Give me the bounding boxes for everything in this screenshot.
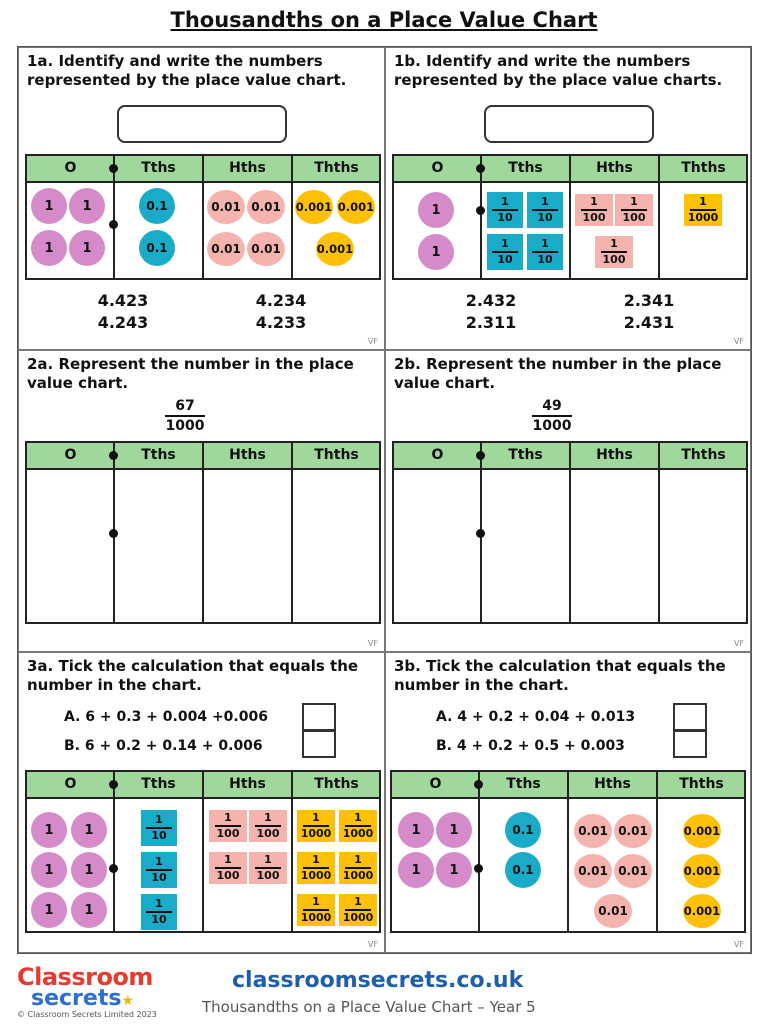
vf-label: VF xyxy=(733,337,744,346)
header-hundredths: Hths xyxy=(594,776,631,792)
hundredth-card: 1 100 xyxy=(209,852,247,884)
option-number[interactable]: 4.243 xyxy=(97,313,149,332)
header-ones: O xyxy=(64,160,77,176)
fraction-2a: 67 1000 xyxy=(165,398,205,434)
copyright: © Classroom Secrets Limited 2023 xyxy=(17,1010,157,1019)
calculation-b: B. 4 + 0.2 + 0.5 + 0.003 xyxy=(436,738,625,754)
counter-thousandth: 0.001 xyxy=(683,894,721,928)
counter-one: 1 xyxy=(31,188,67,224)
counter-thousandth: 0.001 xyxy=(683,854,721,888)
tenth-card: 1 10 xyxy=(487,192,523,228)
header-ones: O xyxy=(429,776,442,792)
option-number[interactable]: 2.311 xyxy=(465,313,517,332)
vf-label: VF xyxy=(733,639,744,648)
thousandth-card: 1 1000 xyxy=(339,894,377,926)
header-ones: O xyxy=(64,447,77,463)
place-value-chart-3a xyxy=(25,770,381,933)
page-title: Thousandths on a Place Value Chart xyxy=(170,8,598,32)
option-number[interactable]: 4.233 xyxy=(255,313,307,332)
tenth-card: 1 10 xyxy=(141,852,177,888)
decimal-point xyxy=(109,164,118,173)
header-ones: O xyxy=(431,447,444,463)
header-thousandths: Thths xyxy=(681,160,726,176)
tenth-card: 1 10 xyxy=(141,894,177,930)
counter-thousandth: 0.001 xyxy=(337,190,375,224)
counter-hundredth: 0.01 xyxy=(574,814,612,848)
counter-hundredth: 0.01 xyxy=(207,232,245,266)
thousandth-card: 1 1000 xyxy=(297,894,335,926)
thousandth-card: 1 1000 xyxy=(297,810,335,842)
question-3b-text: 3b. Tick the calculation that equals the number in the chart. xyxy=(394,657,726,694)
header-tenths: Tths xyxy=(506,776,541,792)
counter-hundredth: 0.01 xyxy=(247,232,285,266)
option-number[interactable]: 2.432 xyxy=(465,291,517,310)
logo-text-secrets: secrets★ xyxy=(31,986,135,1011)
counter-tenth: 0.1 xyxy=(139,188,175,224)
header-thousandths: Thths xyxy=(314,160,359,176)
tenth-card: 1 10 xyxy=(527,234,563,270)
header-thousandths: Thths xyxy=(314,776,359,792)
tick-box-a[interactable] xyxy=(673,703,707,731)
logo-text-classroom: Classroom xyxy=(17,963,153,991)
tick-box-a[interactable] xyxy=(302,703,336,731)
question-2b xyxy=(385,350,751,652)
header-ones: O xyxy=(431,160,444,176)
counter-one: 1 xyxy=(71,812,107,848)
counter-thousandth: 0.001 xyxy=(683,814,721,848)
thousandth-card: 1 1000 xyxy=(684,194,722,226)
vf-label: VF xyxy=(367,337,378,346)
counter-one: 1 xyxy=(398,852,434,888)
place-value-chart-3b xyxy=(390,770,746,933)
question-3b xyxy=(385,652,751,953)
counter-one: 1 xyxy=(436,812,472,848)
decimal-point xyxy=(109,451,118,460)
website-link[interactable]: classroomsecrets.co.uk xyxy=(232,968,524,993)
counter-thousandth: 0.001 xyxy=(316,232,354,266)
thousandth-card: 1 1000 xyxy=(339,852,377,884)
fraction-2b: 49 1000 xyxy=(532,398,572,434)
counter-one: 1 xyxy=(71,852,107,888)
decimal-point xyxy=(109,864,118,873)
vf-label: VF xyxy=(367,639,378,648)
header-hundredths: Hths xyxy=(596,447,633,463)
decimal-point xyxy=(476,206,485,215)
classroom-secrets-logo[interactable] xyxy=(17,965,153,1011)
header-tenths: Tths xyxy=(508,447,543,463)
tick-box-b[interactable] xyxy=(673,730,707,758)
counter-tenth: 0.1 xyxy=(505,852,541,888)
header-tenths: Tths xyxy=(508,160,543,176)
header-ones: O xyxy=(64,776,77,792)
header-thousandths: Thths xyxy=(681,447,726,463)
counter-one: 1 xyxy=(31,230,67,266)
answer-box-1b[interactable] xyxy=(484,105,654,143)
hundredth-card: 1 100 xyxy=(249,810,287,842)
hundredth-card: 1 100 xyxy=(595,236,633,268)
thousandth-card: 1 1000 xyxy=(297,852,335,884)
question-1b xyxy=(385,47,751,350)
question-3a xyxy=(18,652,385,953)
header-thousandths: Thths xyxy=(314,447,359,463)
question-1b-text: 1b. Identify and write the numbers represented by the place value charts. xyxy=(394,52,723,89)
header-tenths: Tths xyxy=(141,447,176,463)
question-1a-text: 1a. Identify and write the numbers represented by the place value chart. xyxy=(27,52,347,89)
place-value-chart-2a[interactable] xyxy=(25,441,381,624)
worksheet-grid xyxy=(17,46,752,954)
counter-hundredth: 0.01 xyxy=(614,854,652,888)
place-value-chart-1b xyxy=(392,154,748,280)
tick-box-b[interactable] xyxy=(302,730,336,758)
option-number[interactable]: 2.341 xyxy=(623,291,675,310)
hundredth-card: 1 100 xyxy=(209,810,247,842)
decimal-point xyxy=(476,451,485,460)
decimal-point xyxy=(476,164,485,173)
decimal-point xyxy=(476,529,485,538)
hundredth-card: 1 100 xyxy=(615,194,653,226)
decimal-point xyxy=(474,780,483,789)
decimal-point xyxy=(474,864,483,873)
counter-hundredth: 0.01 xyxy=(207,190,245,224)
counter-hundredth: 0.01 xyxy=(614,814,652,848)
counter-thousandth: 0.001 xyxy=(295,190,333,224)
tenth-card: 1 10 xyxy=(141,810,177,846)
question-2a-text: 2a. Represent the number in the place value chart. xyxy=(27,355,354,392)
question-1a xyxy=(18,47,385,350)
calculation-b: B. 6 + 0.2 + 0.14 + 0.006 xyxy=(64,738,263,754)
calculation-a: A. 4 + 0.2 + 0.04 + 0.013 xyxy=(436,709,636,725)
counter-hundredth: 0.01 xyxy=(594,894,632,928)
hundredth-card: 1 100 xyxy=(575,194,613,226)
thousandth-card: 1 1000 xyxy=(339,810,377,842)
header-hundredths: Hths xyxy=(229,160,266,176)
counter-one: 1 xyxy=(71,892,107,928)
header-thousandths: Thths xyxy=(679,776,724,792)
hundredth-card: 1 100 xyxy=(249,852,287,884)
option-number[interactable]: 2.431 xyxy=(623,313,675,332)
counter-one: 1 xyxy=(398,812,434,848)
counter-hundredth: 0.01 xyxy=(574,854,612,888)
header-hundredths: Hths xyxy=(596,160,633,176)
option-number[interactable]: 4.423 xyxy=(97,291,149,310)
question-3a-text: 3a. Tick the calculation that equals the number in the chart. xyxy=(27,657,359,694)
question-2a xyxy=(18,350,385,652)
header-tenths: Tths xyxy=(141,160,176,176)
counter-one: 1 xyxy=(69,230,105,266)
answer-box-1a[interactable] xyxy=(117,105,287,143)
tenth-card: 1 10 xyxy=(527,192,563,228)
header-tenths: Tths xyxy=(141,776,176,792)
decimal-point xyxy=(109,220,118,229)
header-hundredths: Hths xyxy=(229,447,266,463)
counter-one: 1 xyxy=(31,892,67,928)
sheet-title: Thousandths on a Place Value Chart – Year 5 xyxy=(202,998,536,1016)
vf-label: VF xyxy=(733,940,744,949)
counter-tenth: 0.1 xyxy=(139,230,175,266)
decimal-point xyxy=(109,529,118,538)
header-hundredths: Hths xyxy=(229,776,266,792)
counter-one: 1 xyxy=(31,852,67,888)
counter-one: 1 xyxy=(418,234,454,270)
place-value-chart-2b[interactable] xyxy=(392,441,748,624)
question-2b-text: 2b. Represent the number in the place value chart. xyxy=(394,355,722,392)
counter-hundredth: 0.01 xyxy=(247,190,285,224)
counter-one: 1 xyxy=(69,188,105,224)
counter-one: 1 xyxy=(418,192,454,228)
decimal-point xyxy=(109,780,118,789)
calculation-a: A. 6 + 0.3 + 0.004 +0.006 xyxy=(64,709,268,725)
vf-label: VF xyxy=(367,940,378,949)
counter-tenth: 0.1 xyxy=(505,812,541,848)
place-value-chart-1a xyxy=(25,154,381,280)
counter-one: 1 xyxy=(31,812,67,848)
star-icon: ★ xyxy=(121,993,135,1009)
counter-one: 1 xyxy=(436,852,472,888)
tenth-card: 1 10 xyxy=(487,234,523,270)
option-number[interactable]: 4.234 xyxy=(255,291,307,310)
